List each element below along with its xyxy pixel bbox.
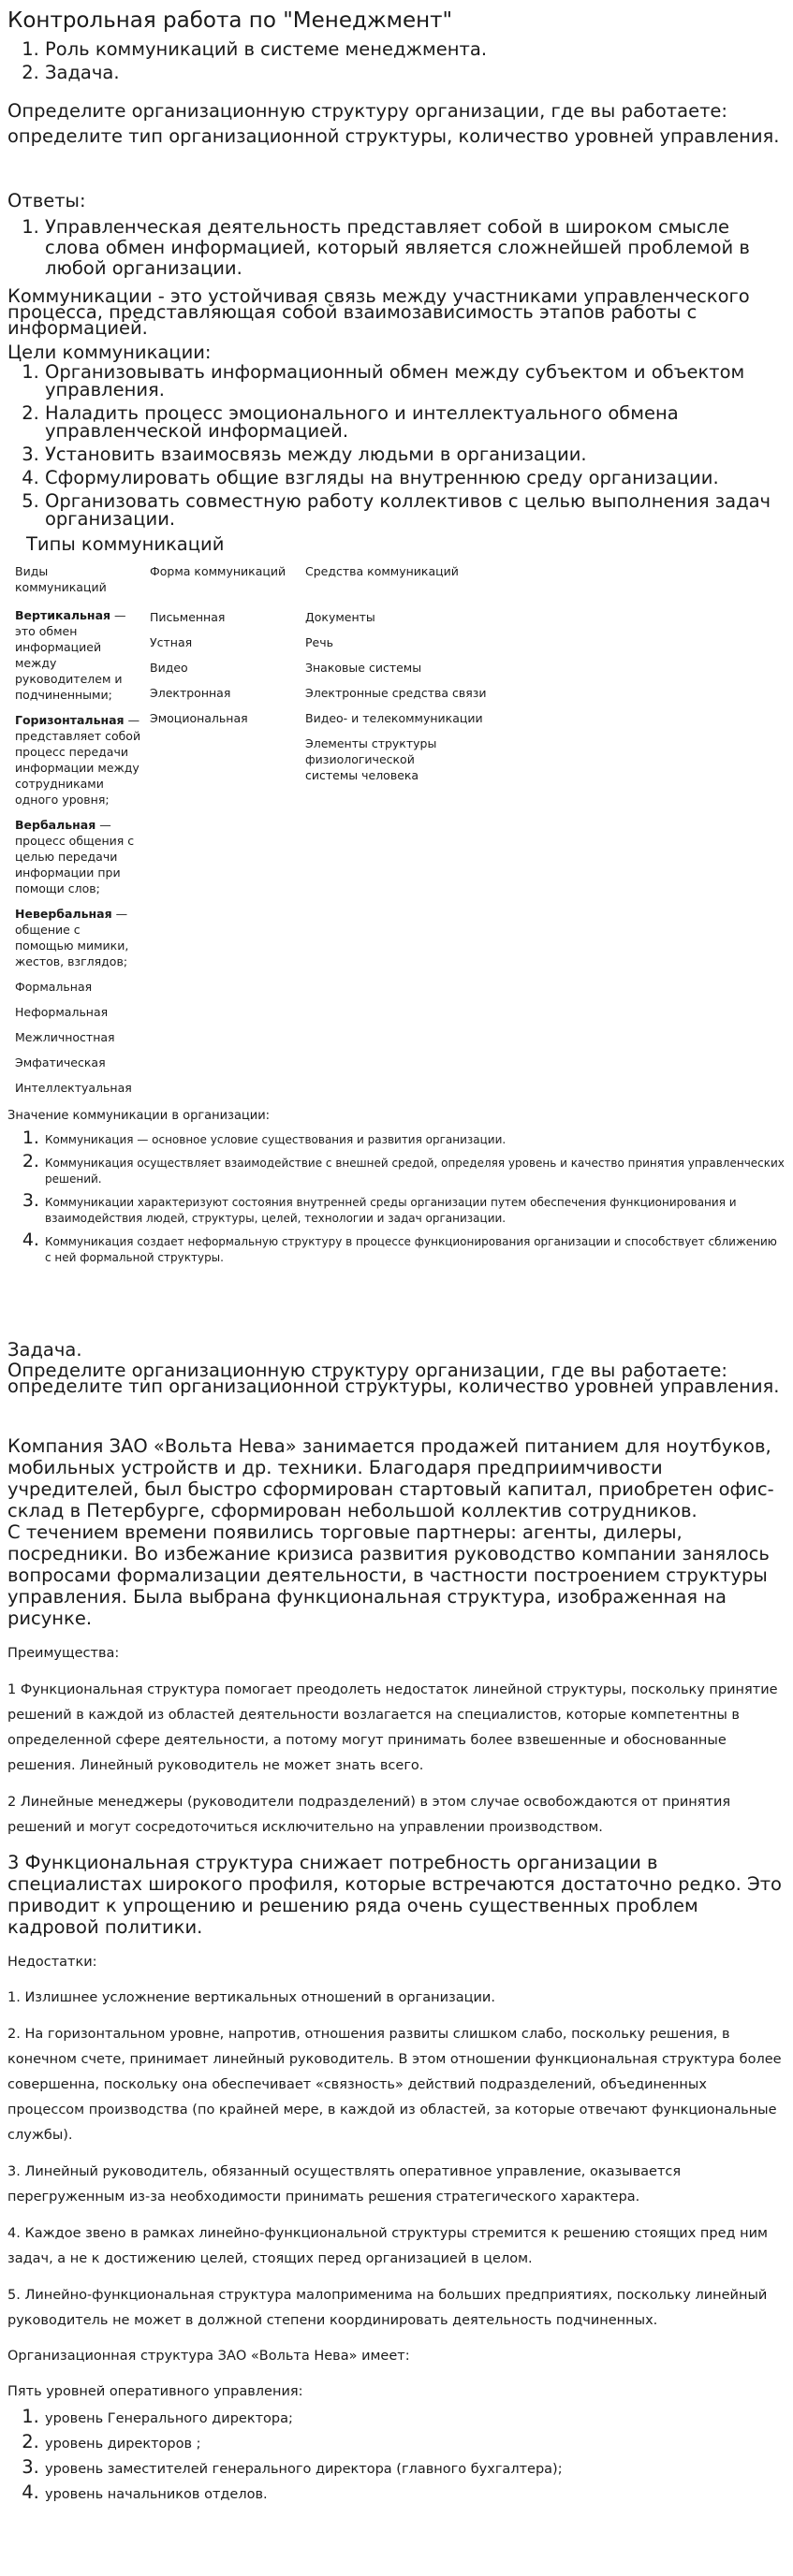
list-item: 3. уровень заместителей генерального директора (главного бухгалтера); — [45, 2457, 785, 2480]
company-description: Компания ЗАО «Вольта Нева» занимается продажей питанием для ноутбуков, мобильных устройств и др. техники. Благодаря предприимчивости учредителей, был быстро сформирован стартовый капитал, приобретен офис-склад в Петербурге, сформирован небольшой коллектив сотрудников. — [7, 1435, 774, 1521]
list-item: 1. Коммуникация — основное условие существования и развития организации. — [45, 1130, 785, 1148]
task-intro-line-2: определите тип организационной структуры, количество уровней управления. — [7, 125, 780, 147]
table-header: Виды коммуникаций — [15, 564, 107, 594]
list-item: 2. Задача. — [45, 63, 785, 83]
types-heading: Типы коммуникаций — [26, 533, 225, 555]
kind-item: Вертикальная — это обмен информацией между руководителем и подчиненными; — [15, 608, 126, 702]
kind-item: Вербальная — процесс общения с целью передачи информации при помощи слов; — [15, 818, 135, 895]
levels-heading: Пять уровней оперативного управления: — [7, 2384, 303, 2399]
disadvantage-item: 2. На горизонтальном уровне, напротив, отношения развиты слишком слабо, поскольку решения, в конечном счете, принимает линейный руководитель. В этом отношении функциональная структура более совершенна, поскольку она обеспечивает «связность» действий подразделений, объединенных процессом производства (по крайней мере, в каждой из областей, за которые отвечают функциональные службы). — [7, 2027, 782, 2143]
means-item: Элементы структуры физиологической системы человека — [305, 736, 437, 782]
list-item: 4. Коммуникация создает неформальную структуру в процессе функционирования организации и способствует сближению с ней формальной структуры. — [45, 1232, 785, 1266]
kind-item: Интеллектуальная — [15, 1081, 132, 1095]
advantages-heading: Преимущества: — [7, 1646, 120, 1661]
kinds-column — [11, 598, 146, 1108]
page-title: Контрольная работа по "Менеджмент" — [7, 8, 453, 33]
company-description-continued: С течением времени появились торговые партнеры: агенты, дилеры, посредники. Во избежание кризиса развития руководство компании занялось вопросами формализации деятельности, в частности построением структуры управления. Была выбрана функциональная структура, изображенная на рисунке. — [7, 1521, 770, 1629]
form-item: Письменная — [150, 610, 226, 624]
means-item: Документы — [305, 610, 375, 624]
means-item: Знаковые системы — [305, 661, 422, 675]
kind-item: Невербальная — общение с помощью мимики, жестов, взглядов; — [15, 907, 129, 968]
list-item: 1. Управленческая деятельность представляет собой в широком смысле слова обмен информацией, который является сложнейшей проблемой в любой организации. — [45, 217, 785, 279]
table-header: Форма коммуникаций — [150, 564, 286, 578]
advantage-item: 2 Линейные менеджеры (руководители подразделений) в этом случае освобождаются от принятия решений и могут сосредоточиться исключительно на управлении производством. — [7, 1795, 731, 1835]
task-intro-line-1: Определите организационную структуру организации, где вы работаете: — [7, 100, 727, 122]
task-text-line-2: определите тип организационной структуры, количество уровней управления. — [7, 1375, 780, 1397]
means-column — [301, 598, 515, 1108]
goals-heading: Цели коммуникации: — [7, 342, 212, 363]
significance-heading: Значение коммуникации в организации: — [7, 1109, 271, 1123]
disadvantages-heading: Недостатки: — [7, 1955, 97, 1970]
list-item: 1. уровень Генерального директора; — [45, 2407, 785, 2429]
goals-list — [7, 363, 785, 528]
disadvantage-item: 4. Каждое звено в рамках линейно-функциональной структуры стремится к решению стоящих пред ним задач, а не к достижению целей, стоящих перед организацией в целом. — [7, 2226, 768, 2266]
communication-definition: Коммуникации - это устойчивая связь между участниками управленческого процесса, представляющая собой взаимозависимость этапов работы с информацией. — [7, 285, 750, 339]
kind-item: Формальная — [15, 980, 93, 994]
forms-column — [146, 598, 301, 1108]
advantage-item: 1 Функциональная структура помогает преодолеть недостаток линейной структуры, поскольку принятие решений в каждой из областей деятельности возлагается на специалистов, которые компетентны в определенной сфере деятельности, а потому могут принимать более взвешенные и обоснованные решения. Линейный руководитель не может знать всего. — [7, 1682, 778, 1773]
disadvantage-item: 1. Излишнее усложнение вертикальных отношений в организации. — [7, 1990, 495, 2005]
topics-list — [7, 39, 785, 83]
form-item: Электронная — [150, 686, 231, 700]
list-item: 3. Установить взаимосвязь между людьми в организации. — [45, 445, 785, 463]
kind-item: Неформальная — [15, 1005, 109, 1019]
org-structure-text: Организационная структура ЗАО «Вольта Нева» имеет: — [7, 2349, 410, 2364]
answers-list — [7, 217, 785, 279]
means-item: Речь — [305, 635, 333, 649]
kind-item: Эмфатическая — [15, 1055, 106, 1070]
list-item: 2. Наладить процесс эмоционального и интеллектуального обмена управленческой информацией. — [45, 404, 785, 440]
list-item: 3. Коммуникации характеризуют состояния внутренней среды организации путем обеспечения функционирования и взаимодействия людей, структуры, целей, технологии и задач организации. — [45, 1193, 785, 1227]
list-item: 1. Организовывать информационный обмен между субъектом и объектом управления. — [45, 363, 785, 399]
levels-list — [7, 2407, 785, 2505]
form-item: Видео — [150, 661, 188, 675]
task-text-line-1: Определите организационную структуру организации, где вы работаете: — [7, 1360, 727, 1381]
kind-item: Межличностная — [15, 1030, 115, 1044]
means-item: Электронные средства связи — [305, 686, 487, 700]
communication-types-table — [11, 560, 515, 1108]
list-item: 1. Роль коммуникаций в системе менеджмента. — [45, 39, 785, 60]
list-item: 2. уровень директоров ; — [45, 2432, 785, 2454]
kind-item: Горизонтальная — представляет собой процесс передачи информации между сотрудниками одного уровня; — [15, 713, 141, 807]
list-item: 4. уровень начальников отделов. — [45, 2482, 785, 2505]
advantage-item: 3 Функциональная структура снижает потребность организации в специалистах широкого профиля, которые встречаются достаточно редко. Это приводит к упрощению и решению ряда очень существенных проблем кадровой политики. — [7, 1852, 782, 1938]
list-item: 2. Коммуникация осуществляет взаимодействие с внешней средой, определяя уровень и качество принятия управленческих решений. — [45, 1154, 785, 1187]
task-heading: Задача. — [7, 1339, 82, 1361]
form-item: Эмоциональная — [150, 711, 248, 725]
document — [7, 7, 785, 2508]
means-item: Видео- и телекоммуникации — [305, 711, 483, 725]
form-item: Устная — [150, 635, 193, 649]
table-header: Средства коммуникаций — [305, 564, 459, 578]
significance-list — [7, 1130, 785, 1266]
list-item: 5. Организовать совместную работу коллективов с целью выполнения задач организации. — [45, 492, 785, 528]
disadvantage-item: 3. Линейный руководитель, обязанный осуществлять оперативное управление, оказывается перегруженным из-за необходимости принимать решения стратегического характера. — [7, 2164, 682, 2205]
answers-heading: Ответы: — [7, 190, 86, 211]
disadvantage-item: 5. Линейно-функциональная структура малоприменима на больших предприятиях, поскольку линейный руководитель не может в должной степени координировать деятельность подчиненных. — [7, 2288, 768, 2328]
list-item: 4. Сформулировать общие взгляды на внутреннюю среду организации. — [45, 469, 785, 487]
